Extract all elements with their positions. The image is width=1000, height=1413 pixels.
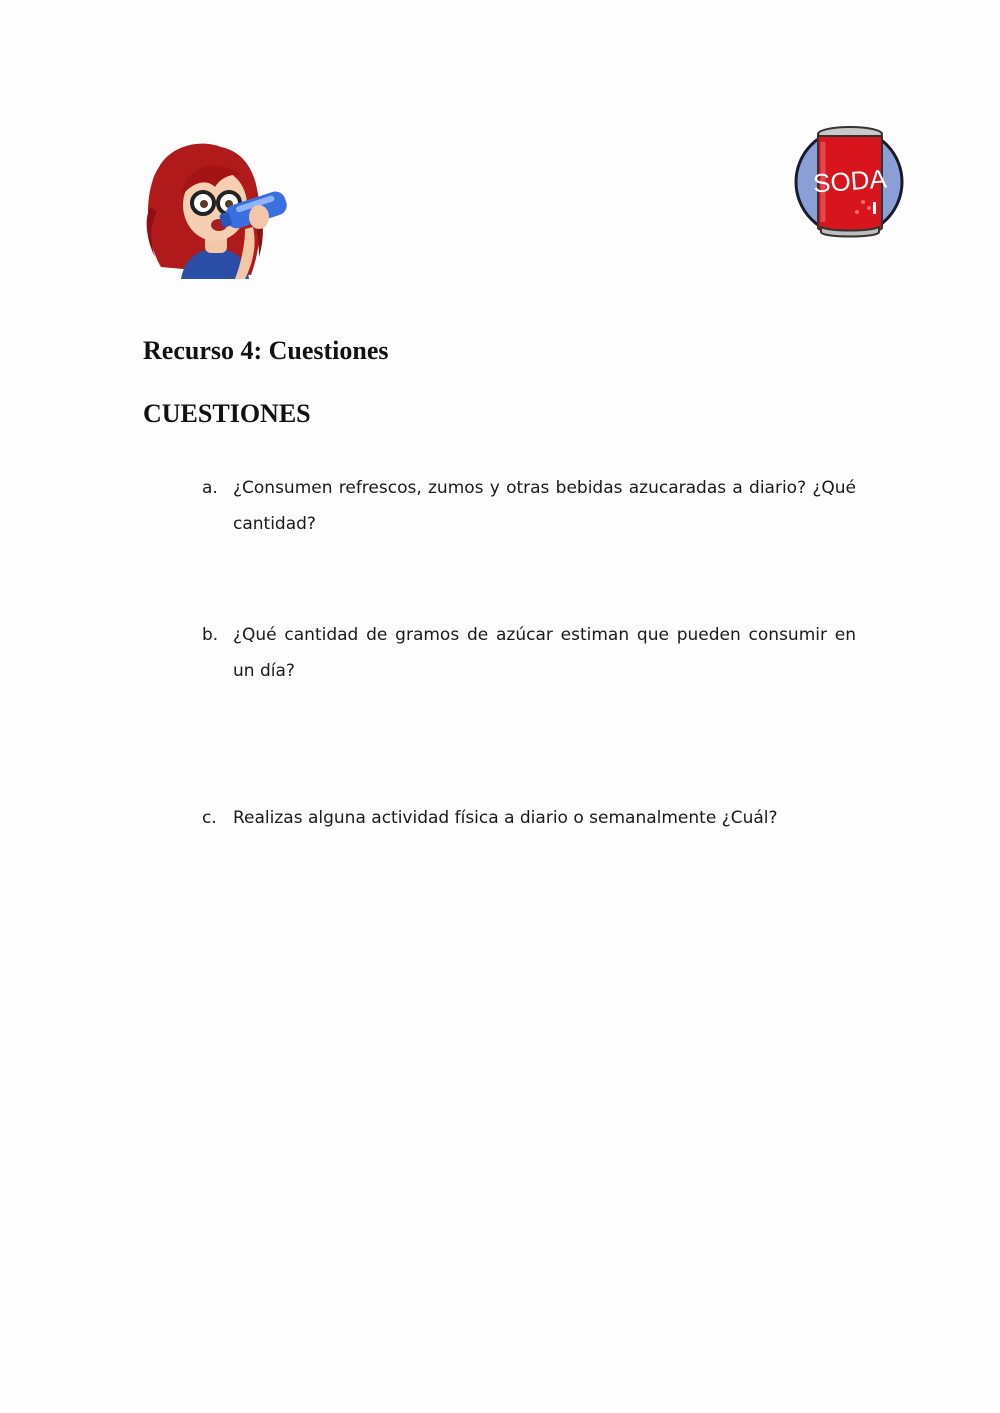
question-marker: b. xyxy=(202,625,219,645)
soda-can-icon xyxy=(793,122,905,242)
soda-can-label: SODA xyxy=(812,163,888,199)
question-text: Realizas alguna actividad física a diario o semanalmente ¿Cuál? xyxy=(233,808,778,828)
question-text: ¿Consumen refrescos, zumos y otras bebidas azucaradas a diario? ¿Qué cantidad? xyxy=(233,478,856,534)
section-heading: CUESTIONES xyxy=(143,399,311,428)
girl-drinking-water-avatar xyxy=(141,117,299,279)
question-marker: c. xyxy=(202,808,217,828)
question-item xyxy=(202,800,856,836)
question-item xyxy=(202,470,856,542)
document-title: Recurso 4: Cuestiones xyxy=(143,336,389,365)
question-text: ¿Qué cantidad de gramos de azúcar estiman que pueden consumir en un día? xyxy=(233,625,856,681)
question-marker: a. xyxy=(202,478,218,498)
question-item xyxy=(202,617,856,689)
